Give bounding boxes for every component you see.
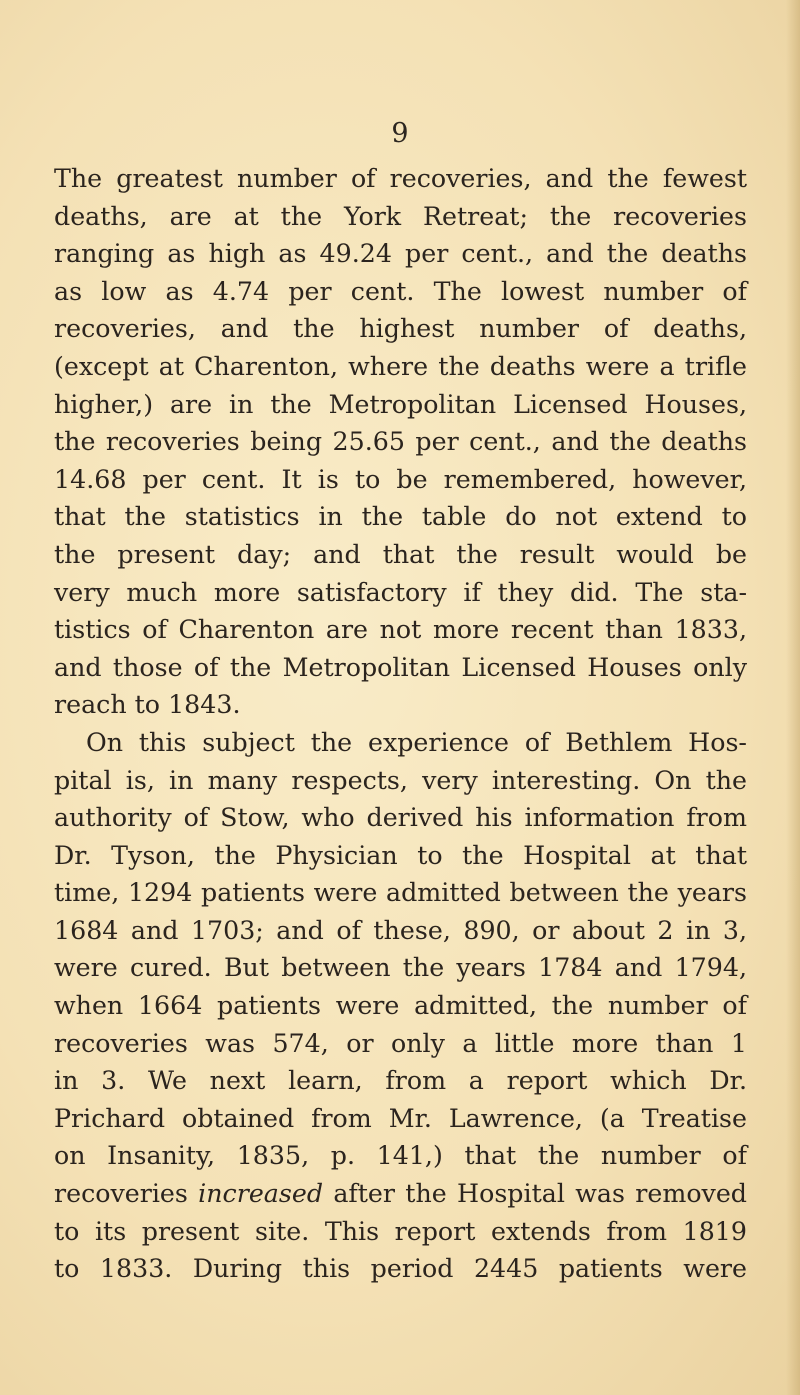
text-line: reach to 1843.: [54, 690, 241, 720]
text-segment: recoveries: [54, 1179, 199, 1209]
text-line: recoveries, and the highest number of deaths,: [54, 314, 747, 344]
text-line: were cured. But between the years 1784 and 1794,: [54, 953, 747, 983]
text-line: (except at Charenton, where the deaths were a trifle: [54, 351, 747, 381]
text-line: tistics of Charenton are not more recent than 1833,: [54, 615, 747, 645]
text-line: recoveries was 574, or only a little more than 1: [54, 1028, 747, 1058]
text-line: 14.68 per cent. It is to be remembered, however,: [54, 464, 747, 494]
text-line: as low as 4.74 per cent. The lowest number of: [54, 276, 747, 306]
text-line: authority of Stow, who derived his information from: [54, 803, 747, 833]
text-line: Dr. Tyson, the Physician to the Hospital at that: [54, 840, 747, 870]
page-edge-shadow: [786, 0, 800, 1395]
body-text: [54, 160, 747, 1288]
text-line: Prichard obtained from Mr. Lawrence, (a Treatise: [54, 1103, 747, 1133]
text-line: higher,) are in the Metropolitan Licensed Houses,: [54, 389, 747, 419]
text-line: to 1833. During this period 2445 patients were: [54, 1254, 747, 1284]
emphasized-word: increased: [198, 1179, 324, 1209]
text-line: ranging as high as 49.24 per cent., and the deaths: [54, 239, 747, 269]
text-line: that the statistics in the table do not extend to: [54, 502, 747, 532]
text-line: time, 1294 patients were admitted between the years: [54, 878, 747, 908]
text-line: very much more satisfactory if they did. The sta-: [54, 577, 747, 607]
text-line: the recoveries being 25.65 per cent., and the deaths: [54, 427, 747, 457]
text-line: on Insanity, 1835, p. 141,) that the number of: [54, 1141, 747, 1171]
text-line-emphasis: [54, 1175, 747, 1213]
text-line: in 3. We next learn, from a report which Dr.: [54, 1066, 747, 1096]
text-line: On this subject the experience of Bethlem Hos-: [86, 727, 747, 757]
text-line: to its present site. This report extends from 1819: [54, 1216, 747, 1246]
text-line: The greatest number of recoveries, and the fewest: [54, 164, 747, 193]
text-line: pital is, in many respects, very interesting. On the: [54, 765, 747, 795]
text-line: 1684 and 1703; and of these, 890, or about 2 in 3,: [54, 915, 747, 945]
text-line: when 1664 patients were admitted, the number of: [54, 991, 747, 1021]
page-number: 9: [391, 118, 409, 149]
text-line: deaths, are at the York Retreat; the recoveries: [54, 201, 747, 231]
text-line: and those of the Metropolitan Licensed Houses only: [54, 652, 747, 682]
text-line: the present day; and that the result would be: [54, 539, 747, 569]
text-segment: after the Hospital was removed: [323, 1179, 747, 1209]
